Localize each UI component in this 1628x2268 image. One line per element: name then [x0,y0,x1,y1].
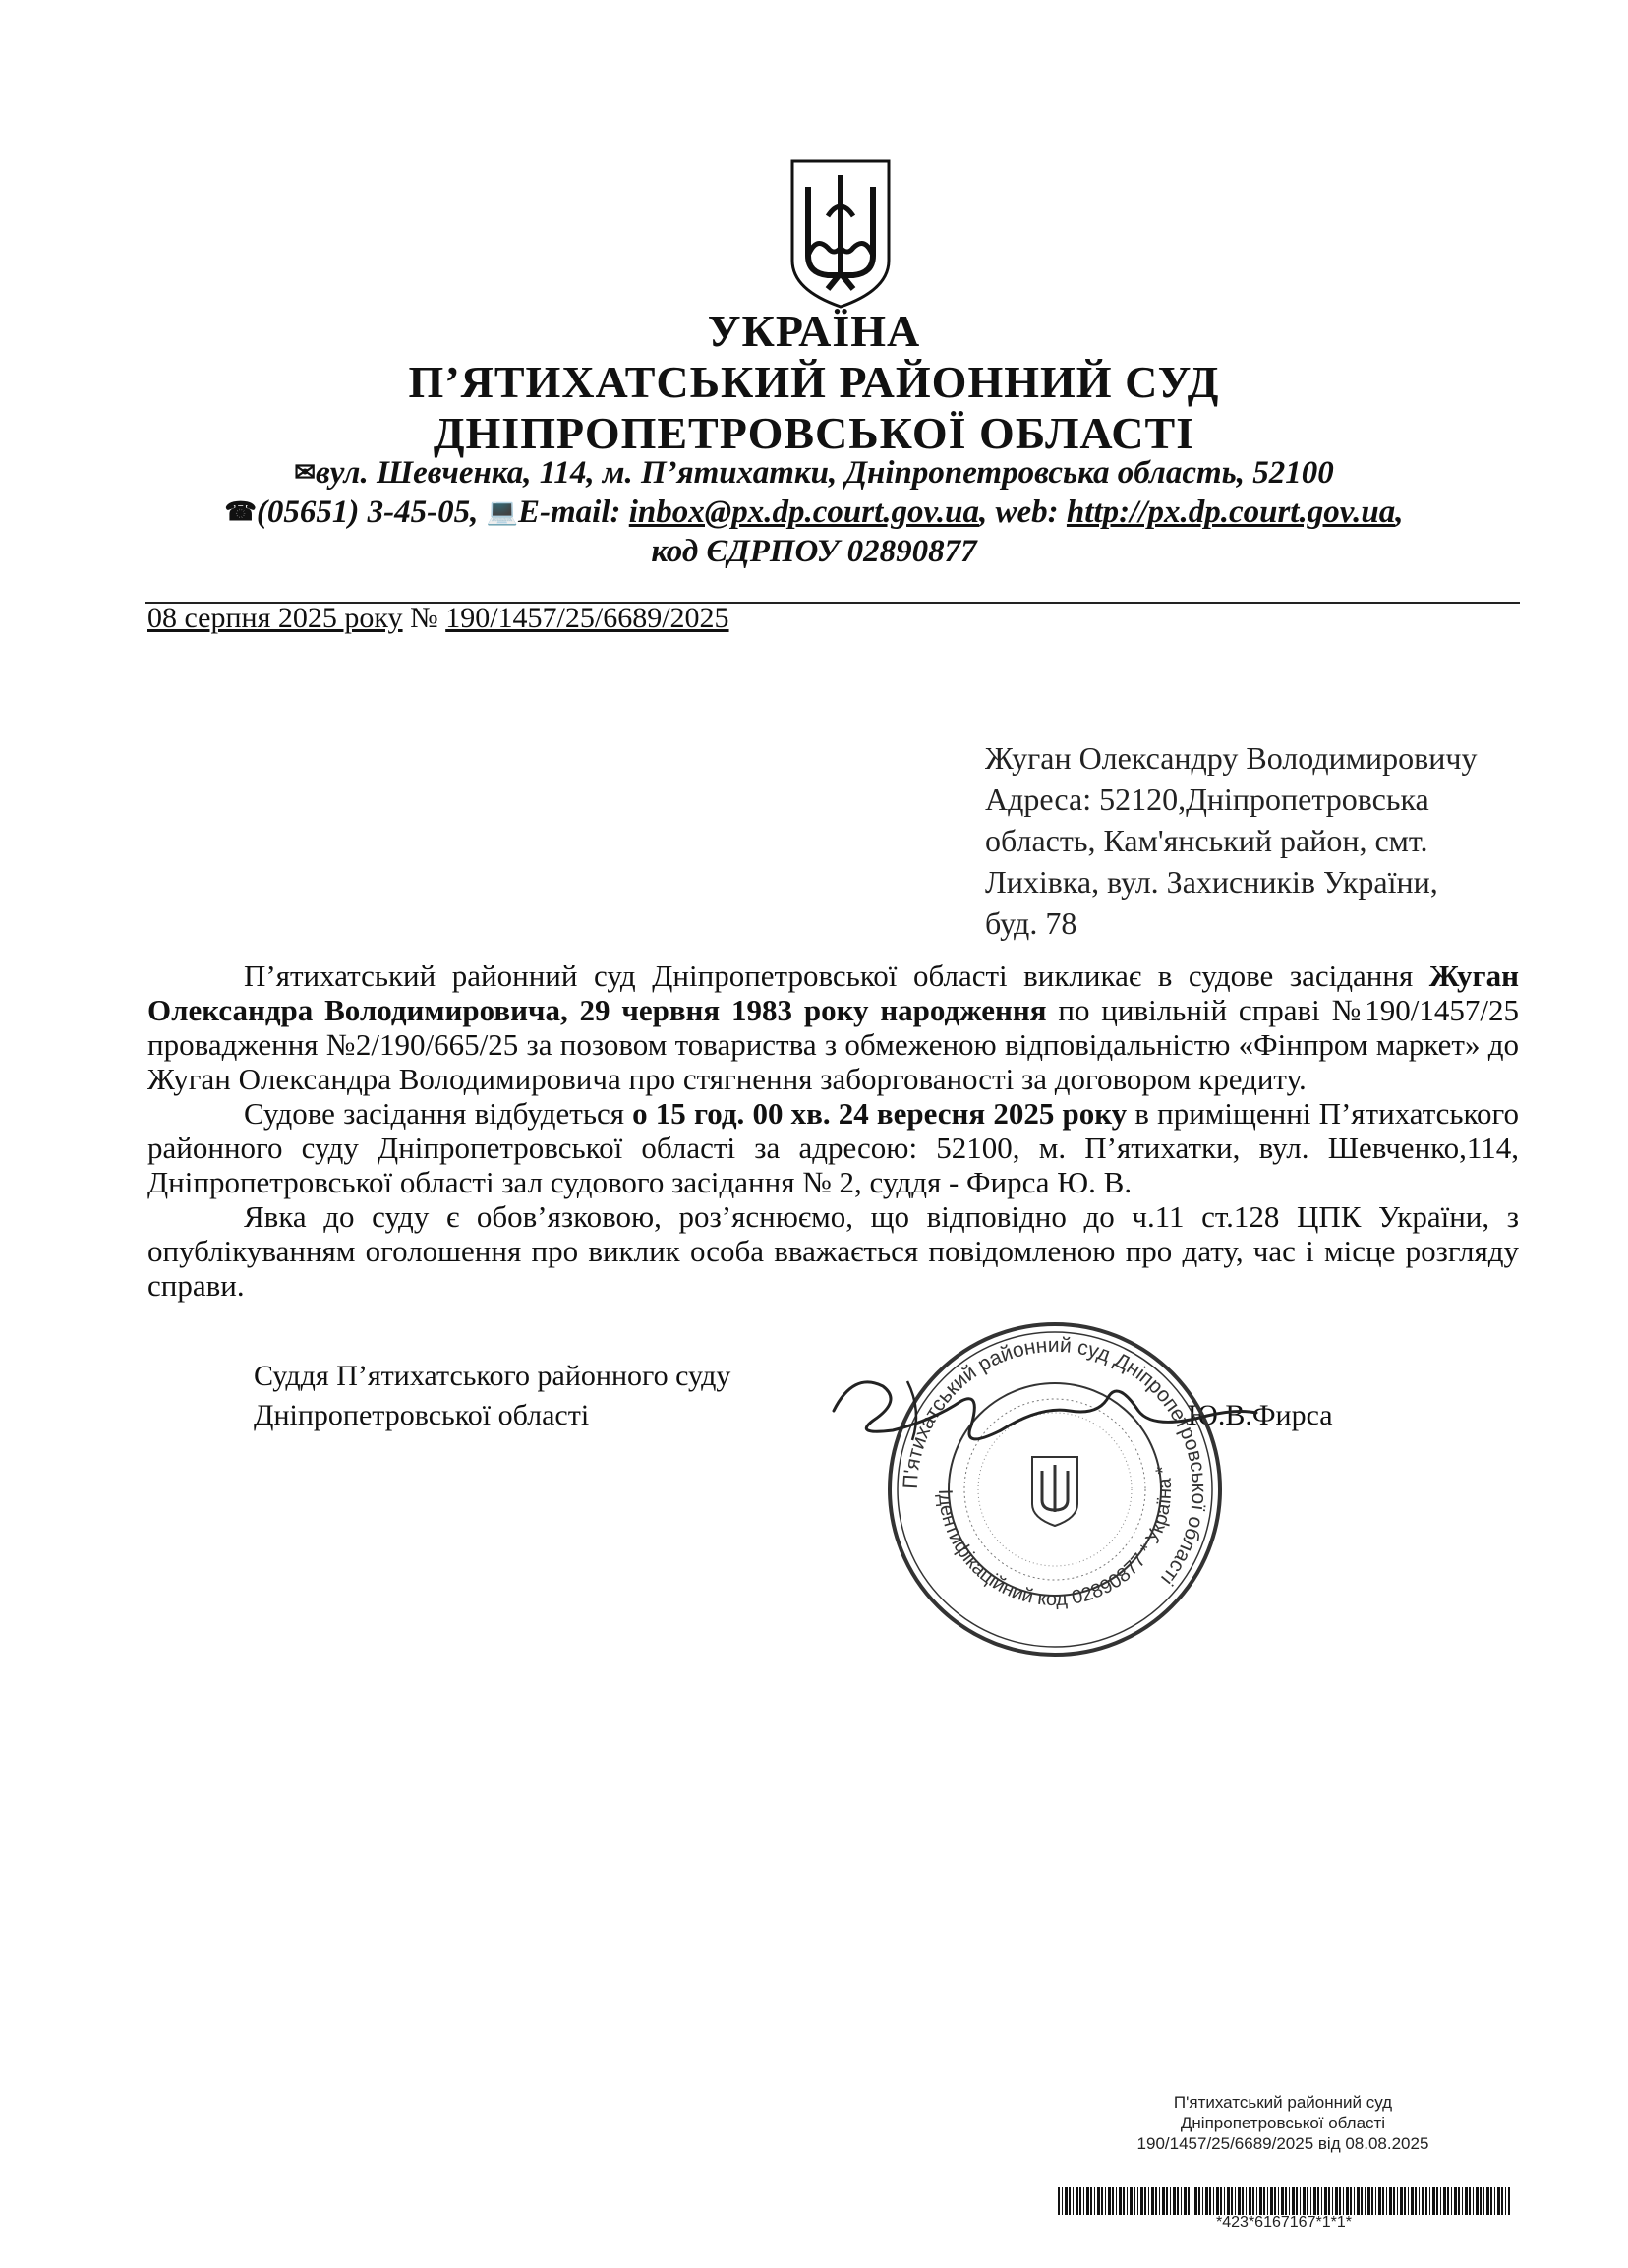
defendant-name: Жуган Олександра Володимировича, 29 червня 1983 року народження [147,959,1519,1027]
registration-line [147,602,729,635]
header-phone: (05651) 3-45-05, [256,494,479,530]
recipient-name: Жуган Олександру Володимировичу [985,740,1478,776]
body-text: Судове засідання відбудеться [244,1096,633,1131]
seal-inner-text: Ідентифікаційний код 02890877 * Україна * [933,1464,1177,1611]
body-paragraph [147,959,1519,1096]
header-web-label: , web: [979,494,1059,530]
header-email-link[interactable]: inbox@px.dp.court.gov.ua [628,494,980,530]
recipient-block [985,737,1536,944]
body-paragraph: Явка до суду є обов’язковою, роз’яснюємо, що відповідно до ч.11 ст.128 ЦПК України, з опублікуванням оголошення про виклик особа вважається повідомленою про дату, час і місце розгляду справи. [147,1199,1519,1303]
signature-name: Ю.В.Фирса [1188,1399,1333,1431]
header-address: вул. Шевченка, 114, м. П’ятихатки, Дніпропетровська область, 52100 [316,455,1334,491]
header-region: ДНІПРОПЕТРОВСЬКОЇ ОБЛАСТІ [433,408,1195,458]
body-text: по цивільній справі №190/1457/25 провадження №2/190/665/25 за позовом товариства з обмеженою відповідальністю «Фінпром маркет» до Жуган Олександра Володимировича про стягнення заборгованості за договором кредиту. [147,993,1519,1096]
phone-icon: ☎ [224,497,257,526]
header-web-link[interactable]: http://px.dp.court.gov.ua [1066,494,1396,530]
header-email-label: E-mail: [518,494,621,530]
signature-title-line: Суддя П’ятихатського районного суду [254,1360,731,1392]
recipient-address-line: область, Кам'янський район, смт. [985,823,1428,858]
header-address-line [0,455,1628,492]
header-edrpou: код ЄДРПОУ 02890877 [651,534,977,569]
recipient-address-line: Адреса: 52120,Дніпропетровська [985,782,1429,817]
envelope-icon: ✉ [294,458,317,487]
seal-outer-text: П'ятихатський районний суд Дніпропетровської області [899,1333,1211,1590]
registration-date: 08 серпня 2025 року [147,602,403,634]
body-text: в приміщенні П’ятихатського районного суду Дніпропетровської області за адресою: 52100, м. П’ятихатки, вул. Шевченко,114, Дніпропетровської області зал судового засідання № 2, суддя - Фирса Ю. В. [147,1096,1519,1199]
barcode [1058,2187,1510,2215]
coat-of-arms-icon [786,157,895,310]
footer-line: П'ятихатський районний суд [1173,2093,1393,2112]
signature-title-line: Дніпропетровської області [254,1399,590,1431]
body-text: П’ятихатський районний суд Дніпропетровської області викликає в судове засідання [244,959,1429,993]
footer-line: 190/1457/25/6689/2025 від 08.08.2025 [1136,2134,1429,2153]
barcode-text: *423*6167167*1*1* [1216,2214,1352,2231]
computer-icon: 💻 [486,497,518,526]
registration-number-sign: № [410,602,438,634]
footer-line: Дніпропетровської області [1180,2114,1386,2132]
signature-title [254,1357,730,1435]
header-court-name: П’ЯТИХАТСЬКИЙ РАЙОННИЙ СУД [408,357,1220,407]
registration-number: 190/1457/25/6689/2025 [445,602,729,634]
recipient-address-line: Лихівка, вул. Захисників України, [985,864,1438,900]
header-web-tail: , [1395,494,1404,530]
header-contacts-line [0,494,1628,531]
hearing-time: о 15 год. 00 хв. 24 вересня 2025 року [632,1096,1128,1131]
letter-body [147,959,1519,1303]
recipient-address-line: буд. 78 [985,905,1077,941]
header-country: УКРАЇНА [707,306,921,356]
body-paragraph [147,1096,1519,1199]
handwritten-signature [814,1352,1266,1470]
footer-registration [1062,2092,1504,2154]
